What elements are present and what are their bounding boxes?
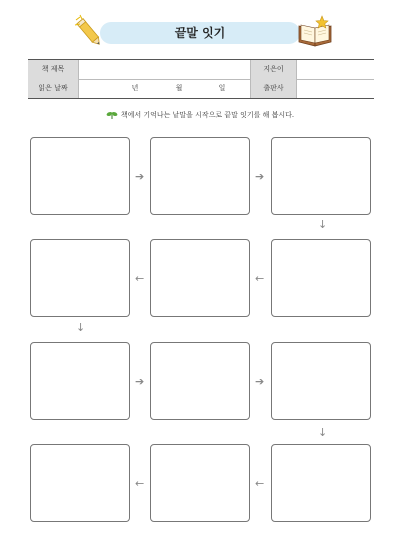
author-label: 지은이 [251,60,296,79]
word-box-7[interactable] [30,342,130,420]
word-box-5[interactable] [150,239,250,317]
word-box-2[interactable] [150,137,250,215]
word-box-8[interactable] [150,342,250,420]
day-label: 일 [218,84,226,92]
left-arrow-icon: ← [135,477,145,490]
book-icon [295,14,335,48]
left-arrow-icon: ← [255,477,265,490]
right-arrow-icon: ➔ [255,170,265,183]
word-box-6[interactable] [30,239,130,317]
word-box-1[interactable] [30,137,130,215]
info-row-date [28,79,374,98]
right-arrow-icon: ➔ [255,375,265,388]
publisher-field[interactable] [297,79,374,98]
book-title-field[interactable] [79,60,250,79]
book-title-label: 책 제목 [28,60,78,79]
word-box-10[interactable] [271,444,371,522]
info-row-title [28,60,374,80]
read-date-label: 읽은 날짜 [28,79,78,98]
publisher-label: 출판사 [251,79,296,98]
word-box-12[interactable] [30,444,130,522]
instruction-text: 책에서 기억나는 낱말을 시작으로 끝말 잇기를 해 봅시다. [120,111,295,119]
left-arrow-icon: ← [255,272,265,285]
sprout-icon [106,111,118,119]
right-arrow-icon: ➔ [135,375,145,388]
pencil-icon [72,14,106,50]
word-box-11[interactable] [150,444,250,522]
page-title: 끝말 잇기 [174,26,226,40]
left-arrow-icon: ← [135,272,145,285]
year-label: 년 [131,84,139,92]
word-box-3[interactable] [271,137,371,215]
author-field[interactable] [297,60,374,79]
month-label: 월 [175,84,183,92]
word-box-4[interactable] [271,239,371,317]
instruction-line [0,110,400,120]
down-arrow-icon: ↓ [76,321,86,334]
down-arrow-icon: ↓ [318,426,328,439]
down-arrow-icon: ↓ [318,218,328,231]
word-box-9[interactable] [271,342,371,420]
right-arrow-icon: ➔ [135,170,145,183]
title-banner [100,22,300,44]
book-info-table [28,59,374,99]
